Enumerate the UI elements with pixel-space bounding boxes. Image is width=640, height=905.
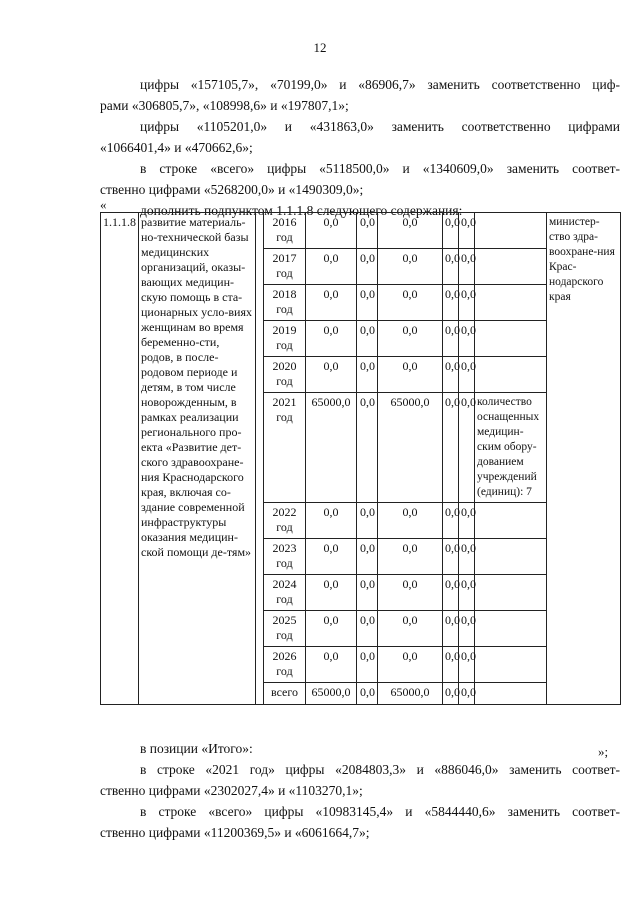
value-cell: 0,0 bbox=[306, 213, 357, 249]
value-cell: 0,0 bbox=[378, 575, 443, 611]
value-cell: 0,0 bbox=[443, 611, 459, 647]
value-cell: 0,0 bbox=[378, 285, 443, 321]
indicator-cell: количество оснащенных медицин-ским обору-дованием учреждений (единиц): 7 bbox=[475, 393, 547, 503]
subitem-code: 1.1.1.8 bbox=[101, 213, 139, 705]
value-cell: 0,0 bbox=[459, 647, 475, 683]
value-cell: 0,0 bbox=[443, 647, 459, 683]
indicator-cell bbox=[475, 321, 547, 357]
year-cell: 2025 год bbox=[264, 611, 306, 647]
value-cell: 0,0 bbox=[306, 647, 357, 683]
text-line: «1066401,4» и «470662,6»; bbox=[100, 140, 253, 155]
paragraph-amend-5 bbox=[100, 801, 620, 843]
value-cell: 0,0 bbox=[443, 683, 459, 705]
value-cell: 0,0 bbox=[357, 503, 378, 539]
subitem-description: развитие материаль-но-технической базы медицинских организаций, оказы-вающих медицин-скую помощь в ста-ционарных усло-виях женщинам во время беременно-сти, родов, в после-родовом периоде и детям, в том числе новорожденным, в рамках реализации регионального про-екта «Развитие дет-ского здравоохране-ния Краснодарского края, включая со-здание современной инфраструктуры оказания медицин-ской помощи де-тям» bbox=[139, 213, 256, 705]
value-cell: 0,0 bbox=[306, 575, 357, 611]
spacer-cell bbox=[256, 213, 264, 705]
text-line: дополнить подпунктом 1.1.1.8 следующего содержания: bbox=[140, 203, 463, 218]
value-cell: 0,0 bbox=[357, 357, 378, 393]
paragraph-amend-4 bbox=[100, 759, 620, 801]
year-cell: 2019 год bbox=[264, 321, 306, 357]
value-cell: 0,0 bbox=[357, 575, 378, 611]
value-cell: 0,0 bbox=[378, 321, 443, 357]
indicator-cell bbox=[475, 611, 547, 647]
value-cell: 0,0 bbox=[459, 249, 475, 285]
year-cell: 2020 год bbox=[264, 357, 306, 393]
value-cell: 0,0 bbox=[378, 249, 443, 285]
value-cell: 0,0 bbox=[306, 503, 357, 539]
value-cell: 0,0 bbox=[459, 503, 475, 539]
indicator-cell bbox=[475, 285, 547, 321]
paragraph-amend-1 bbox=[100, 74, 620, 116]
indicator-cell bbox=[475, 213, 547, 249]
year-cell: 2026 год bbox=[264, 647, 306, 683]
value-cell: 0,0 bbox=[357, 393, 378, 503]
value-cell: 0,0 bbox=[443, 393, 459, 503]
text-line: в позиции «Итого»: bbox=[140, 741, 253, 756]
year-cell: 2018 год bbox=[264, 285, 306, 321]
value-cell: 0,0 bbox=[357, 321, 378, 357]
value-cell: 0,0 bbox=[443, 321, 459, 357]
value-cell: 0,0 bbox=[378, 539, 443, 575]
value-cell: 0,0 bbox=[443, 575, 459, 611]
value-cell: 0,0 bbox=[459, 213, 475, 249]
indicator-cell bbox=[475, 249, 547, 285]
value-cell: 0,0 bbox=[443, 503, 459, 539]
value-cell: 65000,0 bbox=[378, 393, 443, 503]
year-cell: 2023 год bbox=[264, 539, 306, 575]
value-cell: 0,0 bbox=[378, 357, 443, 393]
value-cell: 0,0 bbox=[306, 611, 357, 647]
value-cell: 0,0 bbox=[357, 539, 378, 575]
value-cell: 0,0 bbox=[443, 213, 459, 249]
text-line: ственно цифрами «2302027,4» и «1103270,1»; bbox=[100, 783, 363, 798]
value-cell: 0,0 bbox=[459, 575, 475, 611]
value-cell: 0,0 bbox=[459, 683, 475, 705]
paragraph-itogo bbox=[100, 738, 620, 759]
text-line: в строке «2021 год» цифры «2084803,3» и «886046,0» заменить соответ- bbox=[140, 762, 620, 777]
responsible-cell: министер-ство здра-воохране-ния Крас-нодарского края bbox=[547, 213, 621, 705]
value-cell: 0,0 bbox=[378, 213, 443, 249]
value-cell: 0,0 bbox=[459, 539, 475, 575]
year-cell: 2017 год bbox=[264, 249, 306, 285]
indicator-cell bbox=[475, 357, 547, 393]
paragraph-amend-2 bbox=[100, 116, 620, 158]
value-cell: 0,0 bbox=[306, 321, 357, 357]
year-cell: всего bbox=[264, 683, 306, 705]
text-line: в строке «всего» цифры «5118500,0» и «1340609,0» заменить соответ- bbox=[140, 161, 620, 176]
text-line: цифры «1105201,0» и «431863,0» заменить соответственно цифрами bbox=[140, 119, 620, 134]
value-cell: 65000,0 bbox=[378, 683, 443, 705]
year-cell: 2024 год bbox=[264, 575, 306, 611]
page-number: 12 bbox=[313, 40, 327, 55]
value-cell: 0,0 bbox=[443, 285, 459, 321]
value-cell: 0,0 bbox=[357, 683, 378, 705]
year-cell: 2022 год bbox=[264, 503, 306, 539]
indicator-cell bbox=[475, 683, 547, 705]
year-cell: 2016 год bbox=[264, 213, 306, 249]
value-cell: 65000,0 bbox=[306, 683, 357, 705]
indicator-cell bbox=[475, 647, 547, 683]
indicator-cell bbox=[475, 575, 547, 611]
value-cell: 0,0 bbox=[357, 647, 378, 683]
value-cell: 0,0 bbox=[459, 285, 475, 321]
year-cell: 2021 год bbox=[264, 393, 306, 503]
paragraph-amend-3 bbox=[100, 158, 620, 200]
value-cell: 0,0 bbox=[357, 611, 378, 647]
value-cell: 0,0 bbox=[459, 321, 475, 357]
text-line: ственно цифрами «5268200,0» и «1490309,0»; bbox=[100, 182, 364, 197]
value-cell: 0,0 bbox=[443, 357, 459, 393]
value-cell: 0,0 bbox=[306, 357, 357, 393]
value-cell: 0,0 bbox=[378, 611, 443, 647]
value-cell: 0,0 bbox=[306, 539, 357, 575]
closing-quote: »; bbox=[598, 744, 609, 759]
opening-quote: « bbox=[100, 197, 107, 212]
value-cell: 0,0 bbox=[443, 539, 459, 575]
value-cell: 0,0 bbox=[306, 249, 357, 285]
value-cell: 0,0 bbox=[459, 357, 475, 393]
value-cell: 0,0 bbox=[357, 285, 378, 321]
value-cell: 0,0 bbox=[357, 213, 378, 249]
text-line: ственно цифрами «11200369,5» и «6061664,7»; bbox=[100, 825, 370, 840]
value-cell: 0,0 bbox=[378, 503, 443, 539]
value-cell: 0,0 bbox=[459, 611, 475, 647]
program-table bbox=[100, 212, 621, 705]
text-line: в строке «всего» цифры «10983145,4» и «5844440,6» заменить соответ- bbox=[140, 804, 620, 819]
value-cell: 0,0 bbox=[306, 285, 357, 321]
value-cell: 0,0 bbox=[443, 249, 459, 285]
text-line: рами «306805,7», «108998,6» и «197807,1»; bbox=[100, 98, 349, 113]
text-line: цифры «157105,7», «70199,0» и «86906,7» заменить соответственно циф- bbox=[140, 77, 620, 92]
indicator-cell bbox=[475, 503, 547, 539]
indicator-cell bbox=[475, 539, 547, 575]
value-cell: 0,0 bbox=[378, 647, 443, 683]
value-cell: 0,0 bbox=[459, 393, 475, 503]
value-cell: 65000,0 bbox=[306, 393, 357, 503]
table-row bbox=[101, 213, 621, 249]
value-cell: 0,0 bbox=[357, 249, 378, 285]
